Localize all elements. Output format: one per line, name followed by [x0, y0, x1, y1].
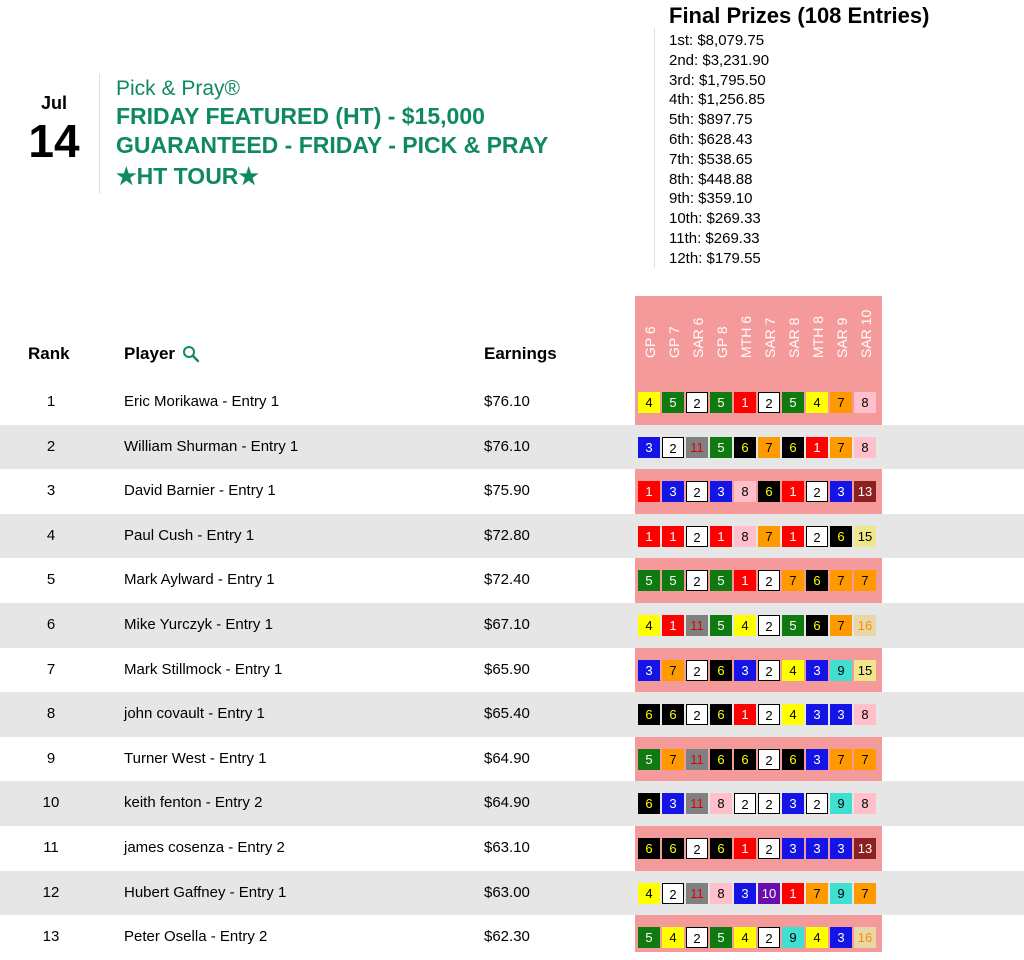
- saddle-cloth-pick: 6: [806, 615, 828, 636]
- saddle-cloth-pick: 7: [830, 437, 852, 458]
- saddle-cloth-pick: 5: [638, 749, 660, 770]
- saddle-cloth-pick: 7: [830, 749, 852, 770]
- player-name[interactable]: Mark Aylward - Entry 1: [124, 571, 275, 589]
- saddle-cloth-pick: 6: [734, 749, 756, 770]
- race-header-label: SAR 9: [834, 317, 850, 358]
- player-name[interactable]: keith fenton - Entry 2: [124, 794, 263, 812]
- prize-item: 2nd: $3,231.90: [669, 51, 770, 69]
- race-header-label: SAR 8: [786, 317, 802, 358]
- saddle-cloth-pick: 2: [686, 704, 708, 725]
- earnings-cell: $72.80: [484, 526, 530, 544]
- race-header: [758, 298, 782, 378]
- contest-name-line2: GUARANTEED - FRIDAY - PICK & PRAY: [116, 132, 549, 158]
- prize-item: 8th: $448.88: [669, 170, 753, 188]
- saddle-cloth-pick: 2: [758, 392, 780, 413]
- picks-row: [638, 481, 878, 502]
- saddle-cloth-pick: 7: [830, 392, 852, 413]
- saddle-cloth-pick: 1: [734, 392, 756, 413]
- saddle-cloth-pick: 11: [686, 437, 708, 458]
- saddle-cloth-pick: 5: [710, 615, 732, 636]
- saddle-cloth-pick: 15: [854, 526, 876, 547]
- saddle-cloth-pick: 6: [758, 481, 780, 502]
- player-name[interactable]: Peter Osella - Entry 2: [124, 928, 268, 946]
- leaderboard-table: [0, 380, 1024, 960]
- saddle-cloth-pick: 6: [710, 660, 732, 681]
- player-name[interactable]: Mark Stillmock - Entry 1: [124, 660, 283, 678]
- saddle-cloth-pick: 3: [830, 838, 852, 859]
- saddle-cloth-pick: 8: [734, 481, 756, 502]
- player-name[interactable]: William Shurman - Entry 1: [124, 437, 299, 455]
- earnings-cell: $72.40: [484, 571, 530, 589]
- rank-cell: 5: [46, 571, 56, 589]
- saddle-cloth-pick: 13: [854, 838, 876, 859]
- saddle-cloth-pick: 6: [830, 526, 852, 547]
- picks-row: [638, 793, 878, 814]
- race-header: [854, 298, 878, 378]
- saddle-cloth-pick: 8: [854, 437, 876, 458]
- saddle-cloth-pick: 2: [662, 883, 684, 904]
- saddle-cloth-pick: 2: [806, 526, 828, 547]
- saddle-cloth-pick: 6: [710, 838, 732, 859]
- picks-row: [638, 749, 878, 770]
- saddle-cloth-pick: 15: [854, 660, 876, 681]
- saddle-cloth-pick: 2: [758, 838, 780, 859]
- contest-type: Pick & Pray®: [116, 77, 241, 100]
- saddle-cloth-pick: 7: [662, 749, 684, 770]
- saddle-cloth-pick: 7: [782, 570, 804, 591]
- saddle-cloth-pick: 3: [638, 660, 660, 681]
- race-header-label: SAR 10: [858, 309, 874, 358]
- saddle-cloth-pick: 6: [638, 838, 660, 859]
- saddle-cloth-pick: 11: [686, 793, 708, 814]
- saddle-cloth-pick: 2: [758, 660, 780, 681]
- table-row[interactable]: [0, 648, 1024, 693]
- prize-item: 5th: $897.75: [669, 111, 753, 129]
- saddle-cloth-pick: 6: [806, 570, 828, 591]
- contest-tour-label: ★HT TOUR★: [116, 163, 260, 189]
- saddle-cloth-pick: 1: [782, 883, 804, 904]
- player-name[interactable]: Paul Cush - Entry 1: [124, 526, 255, 544]
- saddle-cloth-pick: 1: [734, 570, 756, 591]
- saddle-cloth-pick: 7: [854, 749, 876, 770]
- picks-row: [638, 883, 878, 904]
- saddle-cloth-pick: 11: [686, 615, 708, 636]
- table-row[interactable]: [0, 915, 1024, 960]
- saddle-cloth-pick: 2: [662, 437, 684, 458]
- rank-header: Rank: [28, 344, 70, 363]
- prize-item: 9th: $359.10: [669, 190, 753, 208]
- rank-cell: 2: [46, 437, 56, 455]
- saddle-cloth-pick: 6: [638, 793, 660, 814]
- saddle-cloth-pick: 7: [830, 570, 852, 591]
- saddle-cloth-pick: 4: [734, 615, 756, 636]
- table-row[interactable]: [0, 603, 1024, 648]
- saddle-cloth-pick: 4: [782, 704, 804, 725]
- table-row[interactable]: [0, 781, 1024, 826]
- table-row[interactable]: [0, 380, 1024, 425]
- saddle-cloth-pick: 2: [758, 704, 780, 725]
- table-row[interactable]: [0, 425, 1024, 470]
- saddle-cloth-pick: 2: [686, 526, 708, 547]
- saddle-cloth-pick: 3: [806, 704, 828, 725]
- race-header-label: SAR 7: [762, 317, 778, 358]
- player-name[interactable]: Mike Yurczyk - Entry 1: [124, 615, 273, 633]
- picks-row: [638, 392, 878, 413]
- saddle-cloth-pick: 7: [758, 526, 780, 547]
- race-header: [782, 298, 806, 378]
- earnings-header: Earnings: [484, 344, 557, 363]
- saddle-cloth-pick: 8: [854, 704, 876, 725]
- saddle-cloth-pick: 1: [734, 838, 756, 859]
- saddle-cloth-pick: 7: [662, 660, 684, 681]
- table-row[interactable]: [0, 514, 1024, 559]
- saddle-cloth-pick: 4: [806, 392, 828, 413]
- player-name[interactable]: Turner West - Entry 1: [124, 749, 267, 767]
- saddle-cloth-pick: 3: [710, 481, 732, 502]
- saddle-cloth-pick: 9: [830, 793, 852, 814]
- earnings-cell: $64.90: [484, 794, 530, 812]
- contest-title: [116, 76, 616, 192]
- saddle-cloth-pick: 6: [710, 749, 732, 770]
- saddle-cloth-pick: 8: [710, 793, 732, 814]
- saddle-cloth-pick: 3: [830, 481, 852, 502]
- earnings-cell: $62.30: [484, 928, 530, 946]
- saddle-cloth-pick: 16: [854, 927, 876, 948]
- saddle-cloth-pick: 3: [734, 660, 756, 681]
- saddle-cloth-pick: 7: [806, 883, 828, 904]
- saddle-cloth-pick: 1: [806, 437, 828, 458]
- saddle-cloth-pick: 1: [662, 615, 684, 636]
- saddle-cloth-pick: 5: [638, 570, 660, 591]
- saddle-cloth-pick: 5: [710, 570, 732, 591]
- saddle-cloth-pick: 4: [638, 883, 660, 904]
- saddle-cloth-pick: 10: [758, 883, 780, 904]
- saddle-cloth-pick: 1: [710, 526, 732, 547]
- prize-item: 11th: $269.33: [669, 229, 760, 247]
- saddle-cloth-pick: 3: [782, 793, 804, 814]
- picks-row: [638, 838, 878, 859]
- saddle-cloth-pick: 3: [638, 437, 660, 458]
- saddle-cloth-pick: 4: [662, 927, 684, 948]
- saddle-cloth-pick: 6: [662, 704, 684, 725]
- saddle-cloth-pick: 4: [806, 927, 828, 948]
- saddle-cloth-pick: 8: [710, 883, 732, 904]
- saddle-cloth-pick: 5: [662, 392, 684, 413]
- picks-row: [638, 927, 878, 948]
- saddle-cloth-pick: 5: [782, 392, 804, 413]
- table-row[interactable]: [0, 871, 1024, 916]
- player-header-label: Player: [124, 344, 176, 363]
- contest-date: [18, 92, 90, 166]
- table-row[interactable]: [0, 469, 1024, 514]
- saddle-cloth-pick: 2: [686, 838, 708, 859]
- prize-item: 1st: $8,079.75: [669, 32, 765, 49]
- race-header: [734, 298, 758, 378]
- earnings-cell: $63.10: [484, 838, 530, 856]
- saddle-cloth-pick: 16: [854, 615, 876, 636]
- saddle-cloth-pick: 6: [662, 838, 684, 859]
- saddle-cloth-pick: 2: [806, 481, 828, 502]
- saddle-cloth-pick: 8: [734, 526, 756, 547]
- saddle-cloth-pick: 9: [830, 883, 852, 904]
- prize-item: 12th: $179.55: [669, 249, 761, 267]
- rank-cell: 1: [46, 393, 56, 410]
- saddle-cloth-pick: 2: [806, 793, 828, 814]
- rank-cell: 10: [42, 794, 60, 812]
- saddle-cloth-pick: 4: [638, 392, 660, 413]
- contest-name-line1: FRIDAY FEATURED (HT) - $15,000: [116, 103, 485, 129]
- picks-row: [638, 615, 878, 636]
- saddle-cloth-pick: 3: [806, 838, 828, 859]
- saddle-cloth-pick: 3: [806, 660, 828, 681]
- saddle-cloth-pick: 1: [662, 526, 684, 547]
- saddle-cloth-pick: 5: [710, 392, 732, 413]
- saddle-cloth-pick: 6: [782, 437, 804, 458]
- saddle-cloth-pick: 2: [758, 570, 780, 591]
- saddle-cloth-pick: 2: [686, 392, 708, 413]
- saddle-cloth-pick: 1: [638, 526, 660, 547]
- earnings-cell: $76.10: [484, 437, 530, 455]
- saddle-cloth-pick: 2: [734, 793, 756, 814]
- player-name[interactable]: Eric Morikawa - Entry 1: [124, 393, 280, 410]
- final-prizes-title: Final Prizes (108 Entries): [669, 3, 930, 28]
- picks-row: [638, 660, 878, 681]
- saddle-cloth-pick: 6: [734, 437, 756, 458]
- race-header: [710, 298, 734, 378]
- rank-cell: 8: [46, 705, 56, 723]
- saddle-cloth-pick: 4: [734, 927, 756, 948]
- rank-cell: 3: [46, 482, 56, 500]
- saddle-cloth-pick: 7: [854, 570, 876, 591]
- prize-item: 7th: $538.65: [669, 150, 753, 168]
- saddle-cloth-pick: 2: [686, 570, 708, 591]
- earnings-cell: $65.40: [484, 705, 530, 723]
- saddle-cloth-pick: 9: [830, 660, 852, 681]
- saddle-cloth-pick: 3: [830, 927, 852, 948]
- race-header-label: SAR 6: [690, 317, 706, 358]
- saddle-cloth-pick: 3: [734, 883, 756, 904]
- race-header: [686, 298, 710, 378]
- saddle-cloth-pick: 5: [710, 927, 732, 948]
- saddle-cloth-pick: 13: [854, 481, 876, 502]
- saddle-cloth-pick: 5: [782, 615, 804, 636]
- picks-row: [638, 704, 878, 725]
- earnings-cell: $65.90: [484, 660, 530, 678]
- saddle-cloth-pick: 6: [710, 704, 732, 725]
- saddle-cloth-pick: 2: [758, 749, 780, 770]
- saddle-cloth-pick: 5: [638, 927, 660, 948]
- saddle-cloth-pick: 1: [638, 481, 660, 502]
- saddle-cloth-pick: 3: [806, 749, 828, 770]
- saddle-cloth-pick: 7: [854, 883, 876, 904]
- saddle-cloth-pick: 1: [734, 704, 756, 725]
- prize-item: 10th: $269.33: [669, 210, 761, 228]
- saddle-cloth-pick: 2: [758, 793, 780, 814]
- race-header-label: GP 6: [642, 326, 658, 358]
- saddle-cloth-pick: 2: [686, 481, 708, 502]
- race-header-label: MTH 8: [810, 316, 826, 358]
- saddle-cloth-pick: 3: [830, 704, 852, 725]
- race-header-label: GP 7: [666, 326, 682, 358]
- saddle-cloth-pick: 7: [758, 437, 780, 458]
- saddle-cloth-pick: 4: [638, 615, 660, 636]
- saddle-cloth-pick: 2: [686, 927, 708, 948]
- prize-list: [669, 31, 929, 269]
- saddle-cloth-pick: 5: [662, 570, 684, 591]
- rank-cell: 4: [46, 526, 56, 544]
- earnings-cell: $75.90: [484, 482, 530, 500]
- final-prizes: [669, 4, 929, 269]
- race-header-label: GP 8: [714, 326, 730, 358]
- saddle-cloth-pick: 9: [782, 927, 804, 948]
- player-name[interactable]: john covault - Entry 1: [124, 705, 265, 723]
- table-row[interactable]: [0, 737, 1024, 782]
- picks-row: [638, 526, 878, 547]
- player-name[interactable]: David Barnier - Entry 1: [124, 482, 276, 500]
- player-name[interactable]: Hubert Gaffney - Entry 1: [124, 883, 287, 901]
- saddle-cloth-pick: 6: [638, 704, 660, 725]
- saddle-cloth-pick: 11: [686, 883, 708, 904]
- player-header: [124, 344, 200, 364]
- saddle-cloth-pick: 1: [782, 481, 804, 502]
- saddle-cloth-pick: 1: [782, 526, 804, 547]
- rank-cell: 12: [42, 883, 60, 901]
- race-header: [806, 298, 830, 378]
- date-day: 14: [28, 115, 80, 167]
- prize-item: 4th: $1,256.85: [669, 91, 765, 109]
- table-row[interactable]: [0, 826, 1024, 871]
- prize-item: 3rd: $1,795.50: [669, 71, 766, 89]
- player-name[interactable]: james cosenza - Entry 2: [124, 838, 285, 856]
- picks-row: [638, 437, 878, 458]
- saddle-cloth-pick: 2: [686, 660, 708, 681]
- picks-row: [638, 570, 878, 591]
- earnings-cell: $64.90: [484, 749, 530, 767]
- divider: [654, 28, 655, 268]
- search-icon[interactable]: [182, 345, 200, 363]
- rank-cell: 13: [42, 928, 60, 946]
- saddle-cloth-pick: 3: [782, 838, 804, 859]
- earnings-cell: $67.10: [484, 615, 530, 633]
- date-month: Jul: [40, 93, 67, 113]
- divider: [99, 74, 100, 194]
- saddle-cloth-pick: 4: [782, 660, 804, 681]
- rank-cell: 11: [43, 838, 59, 856]
- saddle-cloth-pick: 8: [854, 793, 876, 814]
- saddle-cloth-pick: 5: [710, 437, 732, 458]
- rank-cell: 6: [46, 615, 56, 633]
- earnings-cell: $63.00: [484, 883, 530, 901]
- saddle-cloth-pick: 7: [830, 615, 852, 636]
- saddle-cloth-pick: 2: [758, 927, 780, 948]
- rank-cell: 7: [46, 660, 56, 678]
- race-header: [662, 298, 686, 378]
- saddle-cloth-pick: 8: [854, 392, 876, 413]
- saddle-cloth-pick: 11: [686, 749, 708, 770]
- race-header-label: MTH 6: [738, 316, 754, 358]
- saddle-cloth-pick: 6: [782, 749, 804, 770]
- saddle-cloth-pick: 3: [662, 793, 684, 814]
- earnings-cell: $76.10: [484, 393, 530, 410]
- table-row[interactable]: [0, 558, 1024, 603]
- race-header: [638, 298, 662, 378]
- saddle-cloth-pick: 2: [758, 615, 780, 636]
- race-header: [830, 298, 854, 378]
- prize-item: 6th: $628.43: [669, 130, 753, 148]
- saddle-cloth-pick: 3: [662, 481, 684, 502]
- table-row[interactable]: [0, 692, 1024, 737]
- rank-cell: 9: [46, 749, 56, 767]
